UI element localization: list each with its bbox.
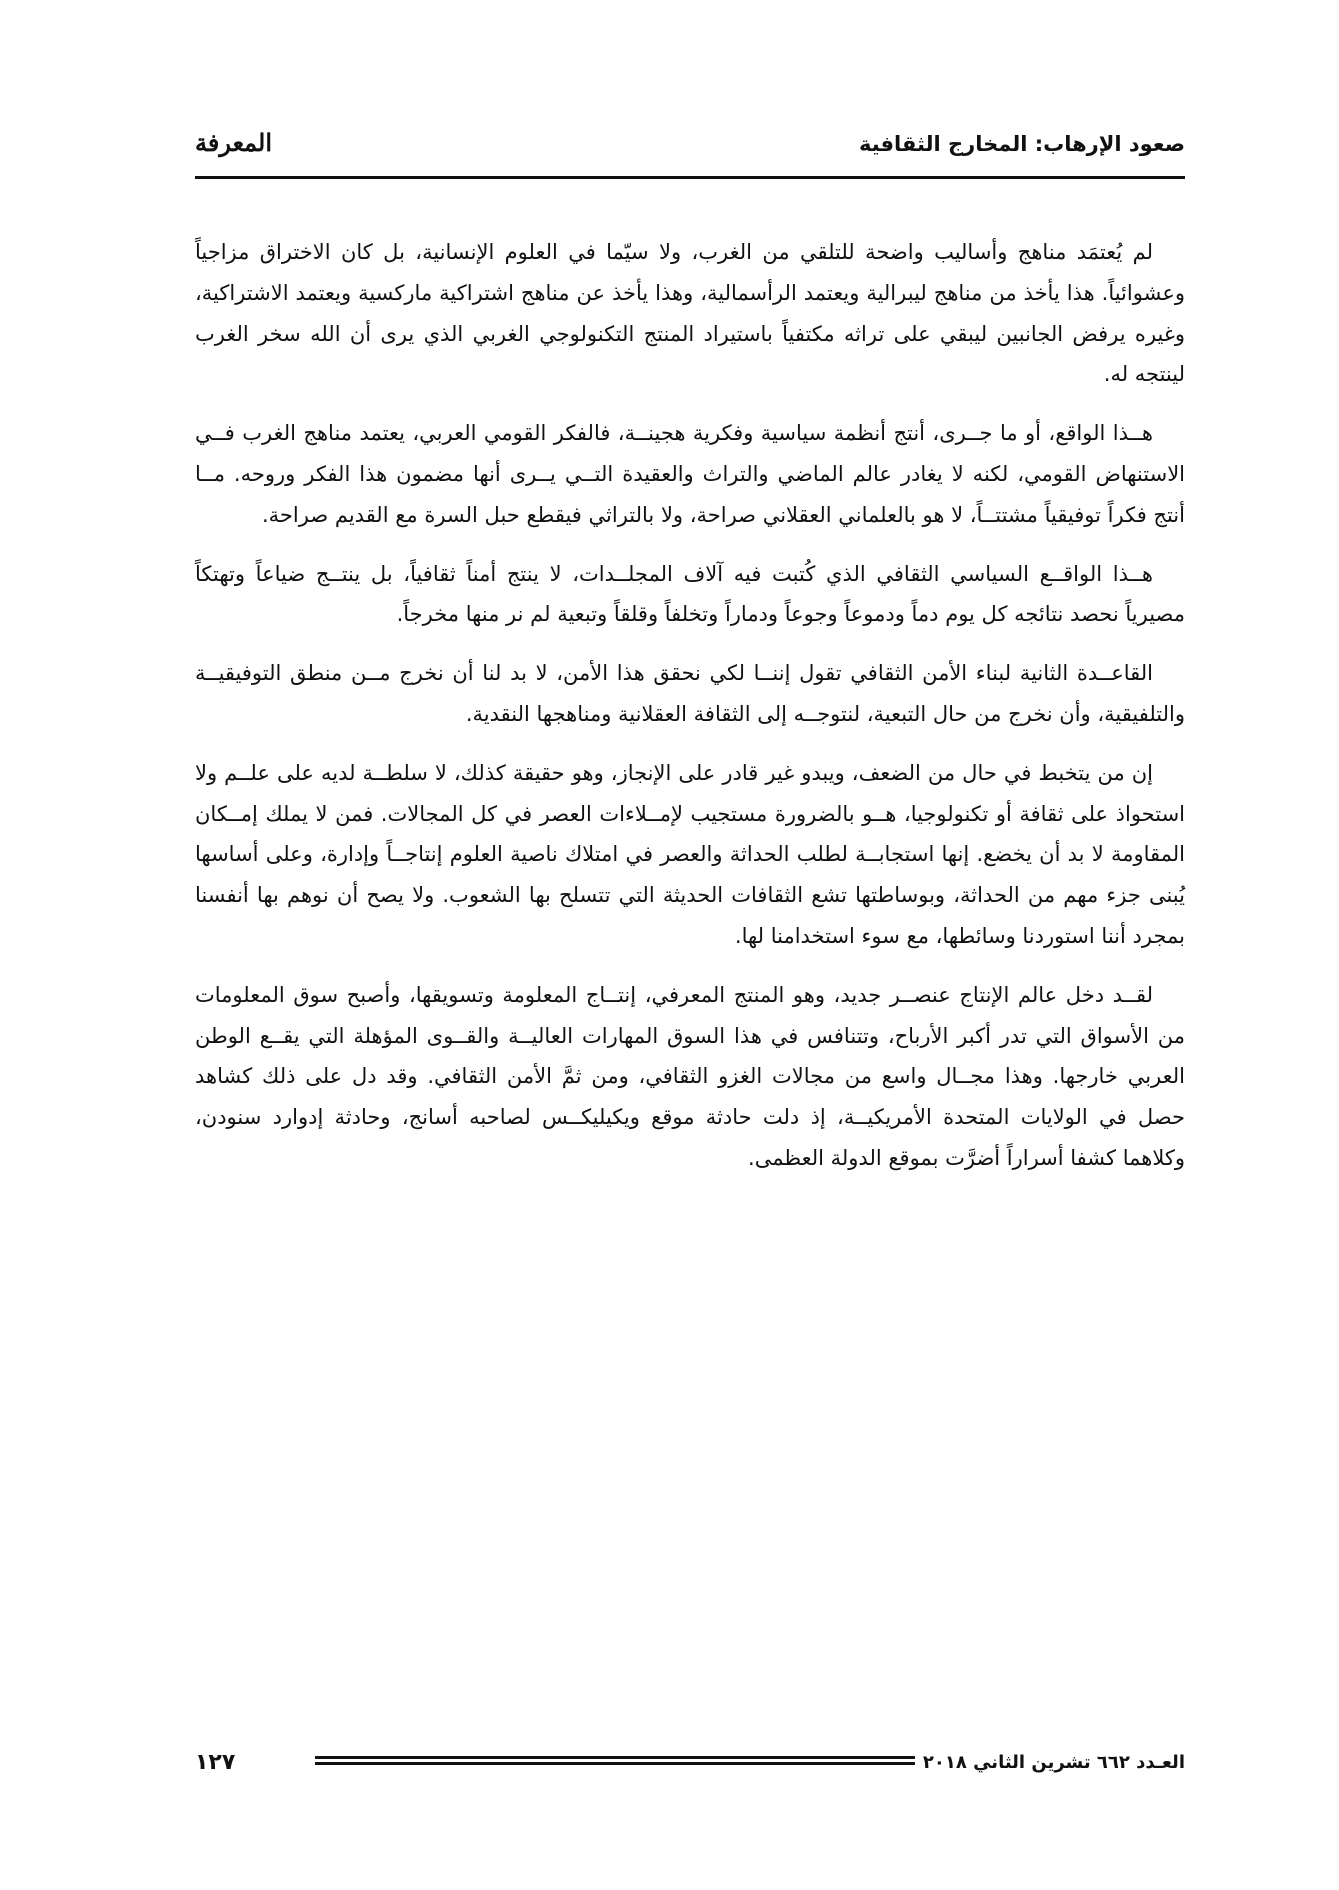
paragraph: القاعــدة الثانية لبناء الأمن الثقافي تقول إننــا لكي نحقق هذا الأمن، لا بد لنا أن نخرج مــن منطق التوفيقيــة والتلفيقية، وأن نخرج من حال التبعية، لنتوجــه إلى الثقافة العقلانية ومناهجها النقدية.	[195, 661, 1185, 726]
paragraph: إن من يتخبط في حال من الضعف، ويبدو غير قادر على الإنجاز، وهو حقيقة كذلك، لا سلطــة لديه على علــم ولا استحواذ على ثقافة أو تكنولوجيا، هــو بالضرورة مستجيب لإمــلاءات العصر في كل المجالات. فمن لا يملك إمــكان المقاومة لا بد أن يخضع. إنها استجابــة لطلب الحداثة والعصر في امتلاك ناصية العلوم إنتاجــاً وإدارة، وعلى أساسها يُبنى جزء مهم من الحداثة، وبوساطتها تشع الثقافات الحديثة التي تتسلح بها الشعوب. ولا يصح أن نوهم بها أنفسنا بمجرد أننا استوردنا وسائطها، مع سوء استخدامنا لها.	[195, 760, 1185, 948]
paragraph: لقــد دخل عالم الإنتاج عنصــر جديد، وهو المنتج المعرفي، إنتــاج المعلومة وتسويقها، وأصبح سوق المعلومات من الأسواق التي تدر أكبر الأرباح، وتتنافس في هذا السوق المهارات العاليــة والقــوى المؤهلة التي يقــع الوطن العربي خارجها. وهذا مجــال واسع من مجالات الغزو الثقافي، ومن ثمَّ الأمن الثقافي. وقد دل على ذلك كشاهد حصل في الولايات المتحدة الأمريكيــة، إذ دلت حادثة موقع ويكيليكــس لصاحبه أسانج، وحادثة إدوارد سنودن، وكلاهما كشفا أسراراً أضرَّت بموقع الدولة العظمى.	[195, 982, 1185, 1170]
page-number: ١٢٧	[195, 1750, 236, 1775]
page-header	[195, 128, 1185, 168]
paragraph: هــذا الواقع، أو ما جــرى، أنتج أنظمة سياسية وفكرية هجينــة، فالفكر القومي العربي، يعتمد مناهج الغرب فــي الاستنهاض القومي، لكنه لا يغادر عالم الماضي والتراث والعقيدة التــي يــرى أنها مضمون هذا الفكر وروحه. مــا أنتج فكراً توفيقياً مشتتــاً، لا هو بالعلماني العقلاني صراحة، ولا بالتراثي فيقطع حبل السرة مع القديم صراحة.	[195, 421, 1185, 527]
header-divider	[195, 176, 1185, 179]
article-body	[195, 232, 1185, 1197]
paragraph: هــذا الواقــع السياسي الثقافي الذي كُتبت فيه آلاف المجلــدات، لا ينتج أمناً ثقافياً، بل ينتــج ضياعاً وتهتكاً مصيرياً نحصد نتائجه كل يوم دماً ودموعاً وجوعاً ودماراً وتخلفاً وقلقاً وتبعية لم نر منها مخرجاً.	[195, 561, 1185, 627]
page-footer	[195, 1748, 1185, 1778]
issue-info: العـدد ٦٦٢ تشرين الثاني ٢٠١٨	[922, 1752, 1185, 1773]
paragraph: لم يُعتمَد مناهج وأساليب واضحة للتلقي من الغرب، ولا سيّما في العلوم الإنسانية، بل كان الاختراق مزاجياً وعشوائياً. هذا يأخذ من مناهج ليبرالية ويعتمد الرأسمالية، وهذا يأخذ عن مناهج اشتراكية ماركسية ويعتمد الاشتراكية، وغيره يرفض الجانبين ليبقي على تراثه مكتفياً باستيراد المنتج التكنولوجي الغربي الذي يرى أن الله سخر الغرب لينتجه له.	[195, 240, 1185, 387]
section-title: صعود الإرهاب: المخارج الثقافية	[858, 132, 1185, 156]
footer-divider	[315, 1756, 915, 1765]
magazine-logo: المعرفة	[195, 128, 273, 157]
